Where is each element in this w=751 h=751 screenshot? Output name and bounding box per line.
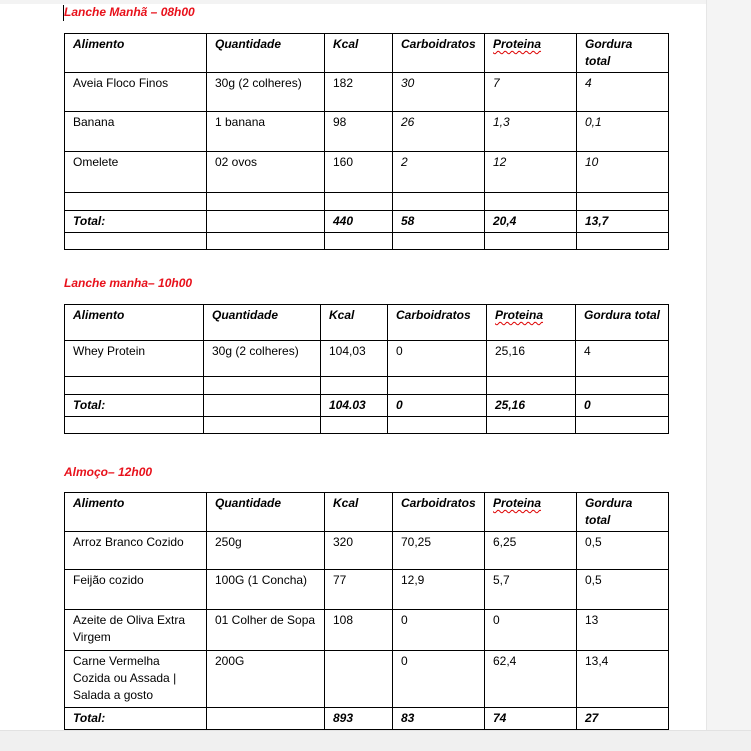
table-total-row: [65, 211, 669, 233]
table-cell: [485, 193, 577, 211]
table-cell: 108: [325, 610, 393, 651]
table-cell: [577, 233, 669, 250]
table-cell: 0: [485, 610, 577, 651]
table-cell: 0,5: [577, 570, 669, 610]
table-cell: 4: [576, 341, 669, 377]
table-cell: 13,4: [577, 651, 669, 708]
table-cell: Azeite de Oliva Extra Virgem: [65, 610, 207, 651]
table-cell: 25,16: [487, 341, 576, 377]
header-cell: Carboidratos: [388, 305, 487, 341]
table-cell: 160: [325, 152, 393, 193]
table-cell: 250g: [207, 532, 325, 570]
table-total-row: [65, 708, 669, 730]
page-right-margin: [706, 0, 751, 730]
table-row: [65, 152, 669, 193]
table-cell: 13: [577, 610, 669, 651]
table-cell: Whey Protein: [65, 341, 204, 377]
table-cell: 0: [393, 610, 485, 651]
table-cell: 6,25: [485, 532, 577, 570]
table-header-row: [65, 305, 669, 341]
table-header-row: [65, 34, 669, 73]
header-cell: Carboidratos: [393, 493, 485, 532]
total-cell: 83: [393, 708, 485, 730]
table-cell: 10: [577, 152, 669, 193]
table-cell: 01 Colher de Sopa: [207, 610, 325, 651]
header-cell: Quantidade: [207, 493, 325, 532]
header-cell: Kcal: [325, 493, 393, 532]
section-title-breakfast: Lanche Manhã – 08h00: [64, 5, 195, 19]
table-cell: Feijão cozido: [65, 570, 207, 610]
table-cell: 100G (1 Concha): [207, 570, 325, 610]
table-cell: 320: [325, 532, 393, 570]
table-cell: [65, 193, 207, 211]
table-cell: 2: [393, 152, 485, 193]
table-cell: [325, 233, 393, 250]
table-cell: 30g (2 colheres): [204, 341, 321, 377]
table-row: [65, 532, 669, 570]
table-cell: 0: [388, 341, 487, 377]
table-row: [65, 651, 669, 708]
table-cell: 4: [577, 73, 669, 112]
page-top-edge: [0, 0, 751, 4]
table-cell: 26: [393, 112, 485, 152]
table-cell: [485, 233, 577, 250]
header-cell: Kcal: [321, 305, 388, 341]
header-cell: Carboidratos: [393, 34, 485, 73]
table-cell: Omelete: [65, 152, 207, 193]
total-cell: Total:: [65, 708, 207, 730]
table-cell: Aveia Floco Finos: [65, 73, 207, 112]
table-row-empty: [65, 193, 669, 211]
total-cell: 20,4: [485, 211, 577, 233]
table-cell: 0,1: [577, 112, 669, 152]
table-cell: [577, 193, 669, 211]
table-cell: [576, 377, 669, 395]
table-cell: [325, 651, 393, 708]
table-row-empty: [65, 377, 669, 395]
total-cell: [204, 395, 321, 417]
table-cell: 0,5: [577, 532, 669, 570]
table-total-row: [65, 395, 669, 417]
total-cell: Total:: [65, 211, 207, 233]
section-title-morning-snack: Lanche manha– 10h00: [64, 276, 193, 290]
header-cell: Quantidade: [204, 305, 321, 341]
table-cell: 5,7: [485, 570, 577, 610]
table-cell: [388, 417, 487, 434]
table-row: [65, 341, 669, 377]
header-cell: Gordura total: [576, 305, 669, 341]
header-cell: Kcal: [325, 34, 393, 73]
table-cell: 1,3: [485, 112, 577, 152]
total-cell: 27: [577, 708, 669, 730]
table-row: [65, 73, 669, 112]
table-cell: Banana: [65, 112, 207, 152]
table-cell: 1 banana: [207, 112, 325, 152]
total-cell: 58: [393, 211, 485, 233]
header-cell: Alimento: [65, 493, 207, 532]
header-cell: Alimento: [65, 305, 204, 341]
table-cell: [207, 233, 325, 250]
meal-table-morning-snack: [64, 304, 669, 434]
table-cell: [388, 377, 487, 395]
header-cell: Proteina: [485, 34, 577, 73]
table-row: [65, 610, 669, 651]
table-row: [65, 112, 669, 152]
total-cell: [207, 708, 325, 730]
table-cell: 30: [393, 73, 485, 112]
table-cell: 200G: [207, 651, 325, 708]
table-cell: 77: [325, 570, 393, 610]
table-cell: [204, 417, 321, 434]
table-cell: [204, 377, 321, 395]
meal-table-breakfast: [64, 33, 669, 250]
meal-table-lunch: [64, 492, 669, 730]
table-cell: 02 ovos: [207, 152, 325, 193]
total-cell: [207, 211, 325, 233]
total-cell: 25,16: [487, 395, 576, 417]
table-cell: [321, 417, 388, 434]
table-cell: 62,4: [485, 651, 577, 708]
table-cell: 12: [485, 152, 577, 193]
table-cell: [393, 193, 485, 211]
table-row-empty: [65, 233, 669, 250]
total-cell: 0: [388, 395, 487, 417]
table-cell: [65, 377, 204, 395]
total-cell: 893: [325, 708, 393, 730]
table-cell: 0: [393, 651, 485, 708]
header-cell: Proteina: [485, 493, 577, 532]
total-cell: Total:: [65, 395, 204, 417]
header-cell: Proteina: [487, 305, 576, 341]
table-cell: 30g (2 colheres): [207, 73, 325, 112]
table-cell: 7: [485, 73, 577, 112]
table-cell: 182: [325, 73, 393, 112]
table-cell: Carne Vermelha Cozida ou Assada | Salada a gosto: [65, 651, 207, 708]
table-cell: [325, 193, 393, 211]
total-cell: 13,7: [577, 211, 669, 233]
header-cell: Quantidade: [207, 34, 325, 73]
table-cell: [393, 233, 485, 250]
total-cell: 74: [485, 708, 577, 730]
table-cell: [487, 417, 576, 434]
total-cell: 0: [576, 395, 669, 417]
table-cell: 98: [325, 112, 393, 152]
table-cell: [65, 417, 204, 434]
table-cell: 12,9: [393, 570, 485, 610]
table-cell: [487, 377, 576, 395]
header-cell: Gordura total: [577, 493, 669, 532]
table-cell: 104,03: [321, 341, 388, 377]
table-header-row: [65, 493, 669, 532]
table-cell: [207, 193, 325, 211]
table-row: [65, 570, 669, 610]
table-row-empty: [65, 417, 669, 434]
table-cell: 70,25: [393, 532, 485, 570]
section-title-lunch: Almoço– 12h00: [64, 465, 153, 479]
header-cell: Alimento: [65, 34, 207, 73]
header-cell: Gordura total: [577, 34, 669, 73]
total-cell: 440: [325, 211, 393, 233]
table-cell: Arroz Branco Cozido: [65, 532, 207, 570]
table-cell: [576, 417, 669, 434]
table-cell: [65, 233, 207, 250]
page-bottom-edge: [0, 730, 751, 751]
total-cell: 104.03: [321, 395, 388, 417]
table-cell: [321, 377, 388, 395]
